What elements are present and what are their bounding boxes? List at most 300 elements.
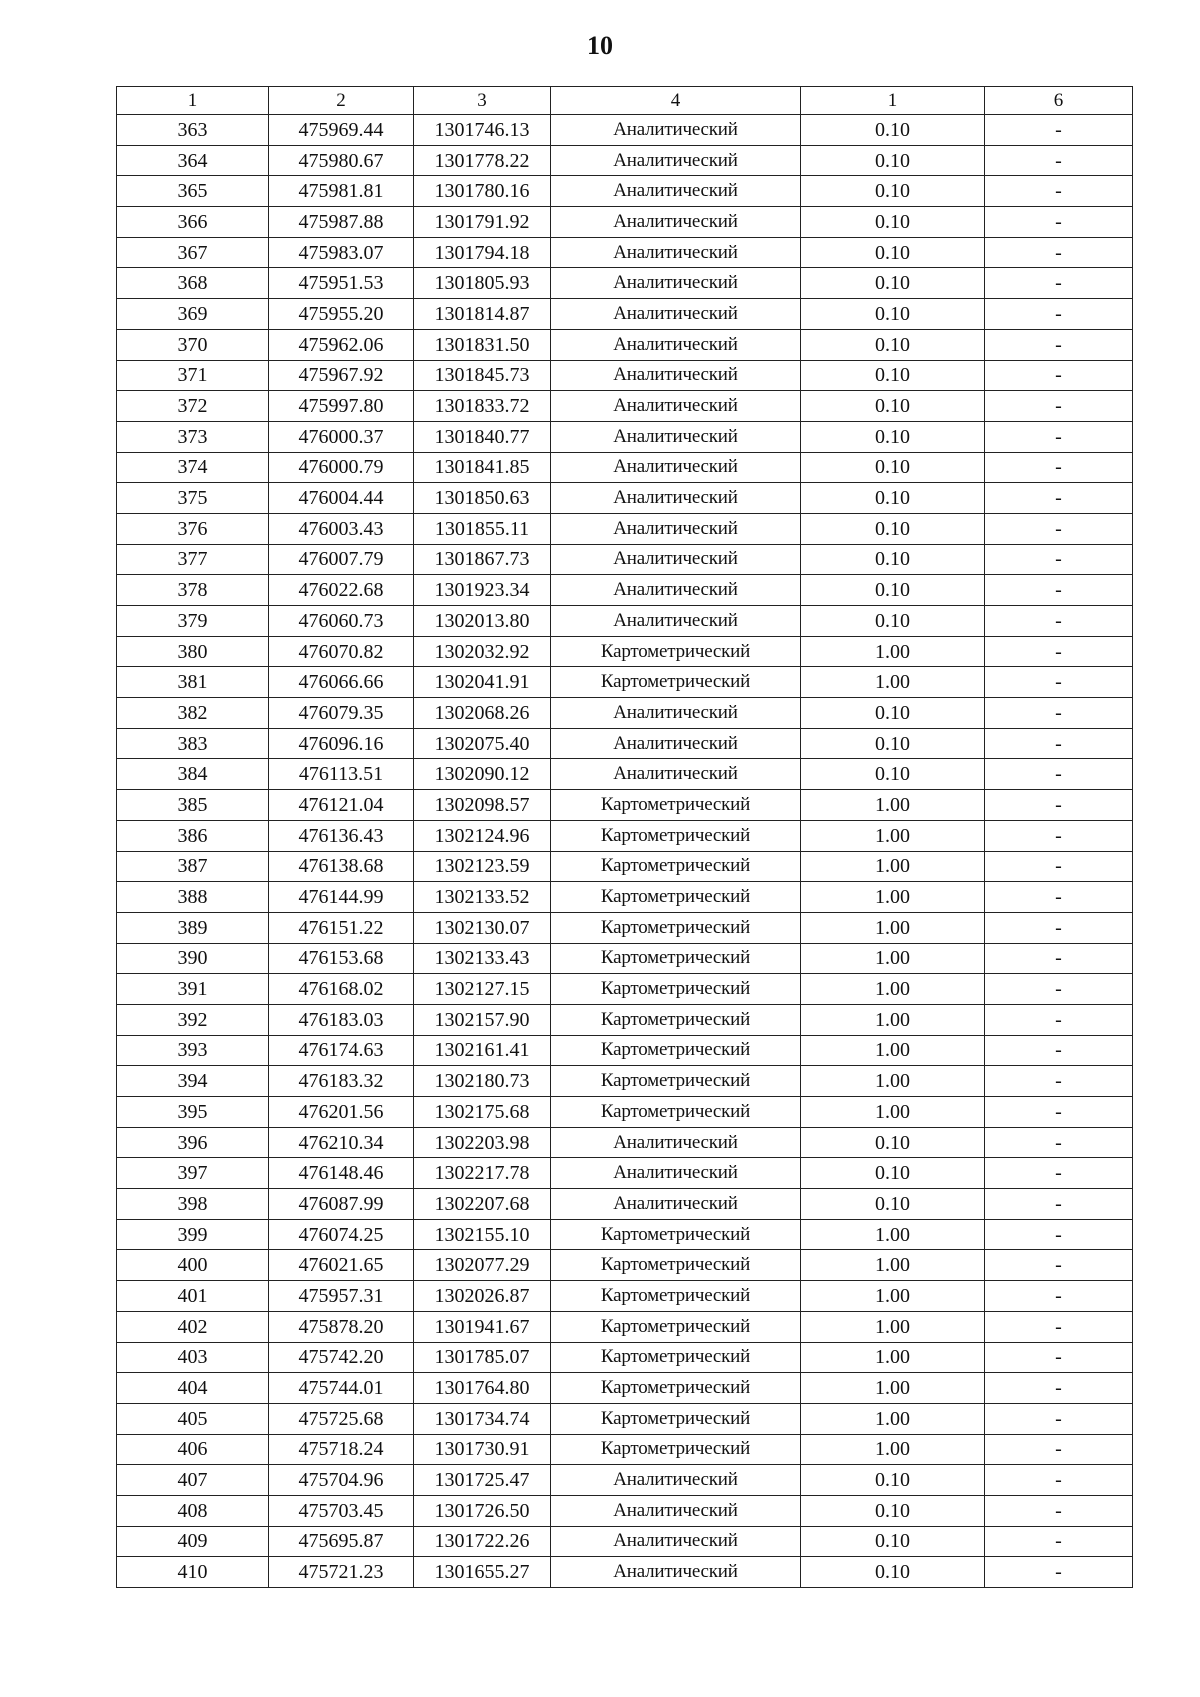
point-number-cell: 395 [117,1097,269,1128]
x-coordinate-cell: 475997.80 [269,391,414,422]
column-header: 1 [117,87,269,115]
accuracy-cell: 1.00 [801,667,985,698]
point-number-cell: 400 [117,1250,269,1281]
method-cell: Аналитический [551,115,801,146]
table-row [117,115,1133,146]
point-number-cell: 385 [117,790,269,821]
method-cell: Аналитический [551,544,801,575]
method-cell: Картометрический [551,790,801,821]
accuracy-cell: 1.00 [801,943,985,974]
point-number-cell: 378 [117,575,269,606]
table-row [117,329,1133,360]
table-row [117,299,1133,330]
accuracy-cell: 1.00 [801,1311,985,1342]
note-cell: - [985,1281,1133,1312]
x-coordinate-cell: 475704.96 [269,1465,414,1496]
table-row [117,483,1133,514]
accuracy-cell: 1.00 [801,882,985,913]
y-coordinate-cell: 1302127.15 [414,974,551,1005]
y-coordinate-cell: 1302075.40 [414,728,551,759]
note-cell: - [985,1219,1133,1250]
table-row [117,391,1133,422]
method-cell: Картометрический [551,1250,801,1281]
x-coordinate-cell: 476138.68 [269,851,414,882]
accuracy-cell: 0.10 [801,176,985,207]
y-coordinate-cell: 1302077.29 [414,1250,551,1281]
y-coordinate-cell: 1302124.96 [414,820,551,851]
x-coordinate-cell: 476113.51 [269,759,414,790]
table-row [117,544,1133,575]
note-cell: - [985,176,1133,207]
x-coordinate-cell: 475725.68 [269,1403,414,1434]
y-coordinate-cell: 1302203.98 [414,1127,551,1158]
accuracy-cell: 1.00 [801,1035,985,1066]
point-number-cell: 405 [117,1403,269,1434]
x-coordinate-cell: 476201.56 [269,1097,414,1128]
method-cell: Аналитический [551,391,801,422]
note-cell: - [985,1557,1133,1588]
x-coordinate-cell: 476153.68 [269,943,414,974]
accuracy-cell: 0.10 [801,268,985,299]
table-row [117,452,1133,483]
accuracy-cell: 0.10 [801,1557,985,1588]
point-number-cell: 381 [117,667,269,698]
point-number-cell: 364 [117,145,269,176]
point-number-cell: 392 [117,1004,269,1035]
note-cell: - [985,1465,1133,1496]
x-coordinate-cell: 475703.45 [269,1495,414,1526]
y-coordinate-cell: 1301780.16 [414,176,551,207]
table-row [117,1495,1133,1526]
table-row [117,1403,1133,1434]
y-coordinate-cell: 1302155.10 [414,1219,551,1250]
table-row [117,1526,1133,1557]
accuracy-cell: 1.00 [801,912,985,943]
y-coordinate-cell: 1302133.43 [414,943,551,974]
column-header: 3 [414,87,551,115]
table-row [117,1434,1133,1465]
y-coordinate-cell: 1302026.87 [414,1281,551,1312]
method-cell: Аналитический [551,1557,801,1588]
x-coordinate-cell: 476066.66 [269,667,414,698]
x-coordinate-cell: 476074.25 [269,1219,414,1250]
x-coordinate-cell: 475957.31 [269,1281,414,1312]
y-coordinate-cell: 1302090.12 [414,759,551,790]
table-row [117,912,1133,943]
y-coordinate-cell: 1301845.73 [414,360,551,391]
table-row [117,360,1133,391]
y-coordinate-cell: 1302175.68 [414,1097,551,1128]
x-coordinate-cell: 476022.68 [269,575,414,606]
table-row [117,1066,1133,1097]
column-header: 4 [551,87,801,115]
table-row [117,207,1133,238]
table-row [117,268,1133,299]
note-cell: - [985,1097,1133,1128]
note-cell: - [985,1526,1133,1557]
table-row [117,820,1133,851]
accuracy-cell: 1.00 [801,1281,985,1312]
x-coordinate-cell: 475695.87 [269,1526,414,1557]
x-coordinate-cell: 476148.46 [269,1158,414,1189]
table-row [117,513,1133,544]
note-cell: - [985,421,1133,452]
table-row [117,237,1133,268]
note-cell: - [985,1004,1133,1035]
column-header: 2 [269,87,414,115]
accuracy-cell: 0.10 [801,1127,985,1158]
point-number-cell: 391 [117,974,269,1005]
y-coordinate-cell: 1301941.67 [414,1311,551,1342]
note-cell: - [985,636,1133,667]
y-coordinate-cell: 1302157.90 [414,1004,551,1035]
y-coordinate-cell: 1301726.50 [414,1495,551,1526]
accuracy-cell: 1.00 [801,1250,985,1281]
y-coordinate-cell: 1301764.80 [414,1373,551,1404]
x-coordinate-cell: 476210.34 [269,1127,414,1158]
y-coordinate-cell: 1301833.72 [414,391,551,422]
table-row [117,1342,1133,1373]
method-cell: Аналитический [551,237,801,268]
method-cell: Аналитический [551,1189,801,1220]
point-number-cell: 368 [117,268,269,299]
accuracy-cell: 1.00 [801,1403,985,1434]
x-coordinate-cell: 475967.92 [269,360,414,391]
y-coordinate-cell: 1301778.22 [414,145,551,176]
note-cell: - [985,1403,1133,1434]
table-row [117,728,1133,759]
note-cell: - [985,974,1133,1005]
accuracy-cell: 1.00 [801,636,985,667]
x-coordinate-cell: 475981.81 [269,176,414,207]
y-coordinate-cell: 1302041.91 [414,667,551,698]
point-number-cell: 389 [117,912,269,943]
point-number-cell: 383 [117,728,269,759]
method-cell: Картометрический [551,912,801,943]
point-number-cell: 380 [117,636,269,667]
point-number-cell: 366 [117,207,269,238]
point-number-cell: 367 [117,237,269,268]
x-coordinate-cell: 475742.20 [269,1342,414,1373]
method-cell: Картометрический [551,1403,801,1434]
x-coordinate-cell: 475721.23 [269,1557,414,1588]
y-coordinate-cell: 1302098.57 [414,790,551,821]
y-coordinate-cell: 1301841.85 [414,452,551,483]
table-row [117,1311,1133,1342]
note-cell: - [985,1066,1133,1097]
point-number-cell: 399 [117,1219,269,1250]
method-cell: Аналитический [551,513,801,544]
accuracy-cell: 1.00 [801,1066,985,1097]
point-number-cell: 407 [117,1465,269,1496]
accuracy-cell: 0.10 [801,360,985,391]
method-cell: Аналитический [551,452,801,483]
point-number-cell: 393 [117,1035,269,1066]
table-row [117,636,1133,667]
x-coordinate-cell: 475983.07 [269,237,414,268]
x-coordinate-cell: 476174.63 [269,1035,414,1066]
accuracy-cell: 0.10 [801,1526,985,1557]
note-cell: - [985,943,1133,974]
x-coordinate-cell: 476021.65 [269,1250,414,1281]
method-cell: Аналитический [551,575,801,606]
point-number-cell: 406 [117,1434,269,1465]
point-number-cell: 397 [117,1158,269,1189]
y-coordinate-cell: 1301840.77 [414,421,551,452]
table-row [117,1127,1133,1158]
note-cell: - [985,606,1133,637]
point-number-cell: 375 [117,483,269,514]
accuracy-cell: 0.10 [801,145,985,176]
point-number-cell: 402 [117,1311,269,1342]
y-coordinate-cell: 1301814.87 [414,299,551,330]
method-cell: Аналитический [551,176,801,207]
accuracy-cell: 0.10 [801,299,985,330]
y-coordinate-cell: 1301746.13 [414,115,551,146]
method-cell: Аналитический [551,329,801,360]
y-coordinate-cell: 1301794.18 [414,237,551,268]
x-coordinate-cell: 476070.82 [269,636,414,667]
x-coordinate-cell: 475955.20 [269,299,414,330]
table-row [117,1281,1133,1312]
method-cell: Картометрический [551,1311,801,1342]
x-coordinate-cell: 476004.44 [269,483,414,514]
method-cell: Картометрический [551,1281,801,1312]
table-row [117,1158,1133,1189]
point-number-cell: 386 [117,820,269,851]
table-row [117,421,1133,452]
x-coordinate-cell: 475718.24 [269,1434,414,1465]
table-row [117,790,1133,821]
note-cell: - [985,1311,1133,1342]
accuracy-cell: 1.00 [801,820,985,851]
note-cell: - [985,667,1133,698]
y-coordinate-cell: 1302032.92 [414,636,551,667]
note-cell: - [985,575,1133,606]
table-row [117,1557,1133,1588]
note-cell: - [985,115,1133,146]
note-cell: - [985,299,1133,330]
method-cell: Картометрический [551,1066,801,1097]
y-coordinate-cell: 1301785.07 [414,1342,551,1373]
y-coordinate-cell: 1302207.68 [414,1189,551,1220]
method-cell: Аналитический [551,299,801,330]
method-cell: Аналитический [551,483,801,514]
table-row [117,943,1133,974]
y-coordinate-cell: 1301655.27 [414,1557,551,1588]
x-coordinate-cell: 475878.20 [269,1311,414,1342]
method-cell: Аналитический [551,145,801,176]
note-cell: - [985,360,1133,391]
y-coordinate-cell: 1301923.34 [414,575,551,606]
x-coordinate-cell: 476007.79 [269,544,414,575]
point-number-cell: 388 [117,882,269,913]
accuracy-cell: 0.10 [801,483,985,514]
method-cell: Картометрический [551,1004,801,1035]
note-cell: - [985,1495,1133,1526]
method-cell: Картометрический [551,1373,801,1404]
point-number-cell: 398 [117,1189,269,1220]
table-row [117,1373,1133,1404]
note-cell: - [985,391,1133,422]
note-cell: - [985,728,1133,759]
method-cell: Картометрический [551,851,801,882]
table-row [117,176,1133,207]
accuracy-cell: 0.10 [801,1189,985,1220]
method-cell: Картометрический [551,820,801,851]
note-cell: - [985,1342,1133,1373]
method-cell: Аналитический [551,1495,801,1526]
accuracy-cell: 1.00 [801,1097,985,1128]
accuracy-cell: 0.10 [801,421,985,452]
table-row [117,1097,1133,1128]
note-cell: - [985,790,1133,821]
note-cell: - [985,1434,1133,1465]
table-body [117,115,1133,1588]
point-number-cell: 372 [117,391,269,422]
y-coordinate-cell: 1301725.47 [414,1465,551,1496]
method-cell: Картометрический [551,636,801,667]
x-coordinate-cell: 476087.99 [269,1189,414,1220]
note-cell: - [985,1250,1133,1281]
note-cell: - [985,544,1133,575]
y-coordinate-cell: 1302130.07 [414,912,551,943]
x-coordinate-cell: 476136.43 [269,820,414,851]
y-coordinate-cell: 1301855.11 [414,513,551,544]
table-row [117,1465,1133,1496]
accuracy-cell: 0.10 [801,329,985,360]
point-number-cell: 376 [117,513,269,544]
note-cell: - [985,912,1133,943]
table-row [117,1219,1133,1250]
method-cell: Аналитический [551,1127,801,1158]
note-cell: - [985,145,1133,176]
point-number-cell: 377 [117,544,269,575]
x-coordinate-cell: 476183.32 [269,1066,414,1097]
accuracy-cell: 1.00 [801,851,985,882]
accuracy-cell: 0.10 [801,728,985,759]
x-coordinate-cell: 475987.88 [269,207,414,238]
table-row [117,698,1133,729]
note-cell: - [985,882,1133,913]
x-coordinate-cell: 476151.22 [269,912,414,943]
accuracy-cell: 0.10 [801,544,985,575]
note-cell: - [985,452,1133,483]
accuracy-cell: 0.10 [801,237,985,268]
point-number-cell: 382 [117,698,269,729]
y-coordinate-cell: 1302180.73 [414,1066,551,1097]
point-number-cell: 371 [117,360,269,391]
y-coordinate-cell: 1301831.50 [414,329,551,360]
x-coordinate-cell: 476168.02 [269,974,414,1005]
method-cell: Аналитический [551,1158,801,1189]
x-coordinate-cell: 476003.43 [269,513,414,544]
point-number-cell: 396 [117,1127,269,1158]
accuracy-cell: 0.10 [801,759,985,790]
table-row [117,575,1133,606]
note-cell: - [985,329,1133,360]
x-coordinate-cell: 475744.01 [269,1373,414,1404]
y-coordinate-cell: 1301867.73 [414,544,551,575]
accuracy-cell: 0.10 [801,115,985,146]
x-coordinate-cell: 475962.06 [269,329,414,360]
accuracy-cell: 0.10 [801,606,985,637]
accuracy-cell: 0.10 [801,1158,985,1189]
accuracy-cell: 0.10 [801,1465,985,1496]
y-coordinate-cell: 1301734.74 [414,1403,551,1434]
x-coordinate-cell: 476121.04 [269,790,414,821]
x-coordinate-cell: 476060.73 [269,606,414,637]
point-number-cell: 403 [117,1342,269,1373]
accuracy-cell: 1.00 [801,1373,985,1404]
note-cell: - [985,1127,1133,1158]
note-cell: - [985,1035,1133,1066]
y-coordinate-cell: 1302123.59 [414,851,551,882]
method-cell: Аналитический [551,268,801,299]
point-number-cell: 379 [117,606,269,637]
method-cell: Аналитический [551,1465,801,1496]
accuracy-cell: 1.00 [801,1342,985,1373]
note-cell: - [985,759,1133,790]
x-coordinate-cell: 475980.67 [269,145,414,176]
x-coordinate-cell: 476144.99 [269,882,414,913]
table-row [117,759,1133,790]
note-cell: - [985,1189,1133,1220]
accuracy-cell: 1.00 [801,1004,985,1035]
coordinates-table [116,86,1133,1588]
point-number-cell: 404 [117,1373,269,1404]
table-row [117,606,1133,637]
point-number-cell: 394 [117,1066,269,1097]
table-row [117,1189,1133,1220]
column-header: 1 [801,87,985,115]
method-cell: Картометрический [551,1434,801,1465]
x-coordinate-cell: 476079.35 [269,698,414,729]
point-number-cell: 410 [117,1557,269,1588]
note-cell: - [985,820,1133,851]
point-number-cell: 370 [117,329,269,360]
note-cell: - [985,698,1133,729]
y-coordinate-cell: 1302133.52 [414,882,551,913]
x-coordinate-cell: 476096.16 [269,728,414,759]
point-number-cell: 374 [117,452,269,483]
point-number-cell: 373 [117,421,269,452]
table-row [117,1004,1133,1035]
point-number-cell: 401 [117,1281,269,1312]
table-row [117,667,1133,698]
table-row [117,974,1133,1005]
y-coordinate-cell: 1302013.80 [414,606,551,637]
table-row [117,882,1133,913]
y-coordinate-cell: 1301791.92 [414,207,551,238]
x-coordinate-cell: 476183.03 [269,1004,414,1035]
page-number: 10 [587,31,613,60]
x-coordinate-cell: 476000.37 [269,421,414,452]
note-cell: - [985,1158,1133,1189]
y-coordinate-cell: 1301850.63 [414,483,551,514]
method-cell: Аналитический [551,606,801,637]
note-cell: - [985,268,1133,299]
accuracy-cell: 1.00 [801,974,985,1005]
point-number-cell: 365 [117,176,269,207]
method-cell: Аналитический [551,698,801,729]
accuracy-cell: 1.00 [801,1434,985,1465]
method-cell: Аналитический [551,728,801,759]
method-cell: Аналитический [551,207,801,238]
method-cell: Аналитический [551,759,801,790]
table-row [117,145,1133,176]
method-cell: Картометрический [551,1219,801,1250]
